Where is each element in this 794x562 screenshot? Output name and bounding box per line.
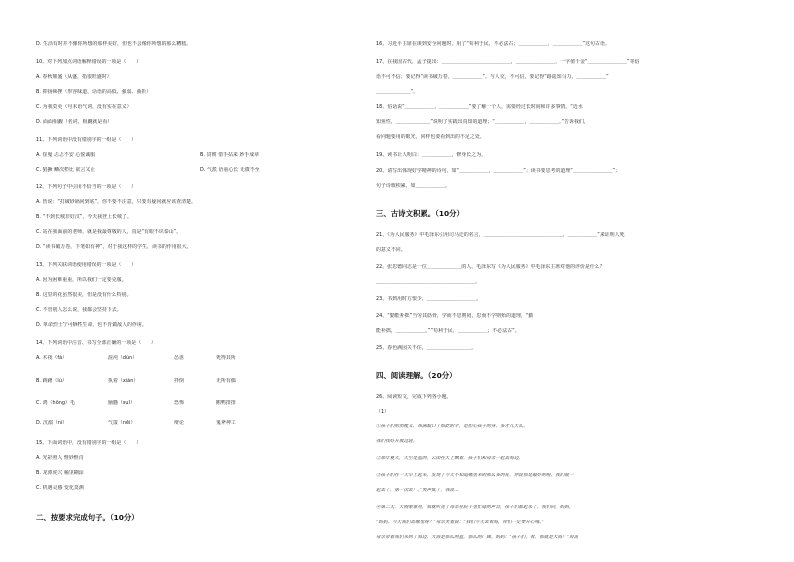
line-q11-d: D. 气派 语重心长 无微不至 [200,167,260,173]
line-q14-d-4: 鬼斧神工 [216,420,236,426]
passage-p1: ①孩子们的消瘦又、布满裂口了如此的手，是担心孩子的身，多才几天么。 [376,424,528,429]
passage-p1-cont: 我们找好开展过进。 [376,439,418,444]
section-heading-2: 二、按要求完成句子。（10分） [36,513,139,522]
line-q13-a: A. 因为困难重重，所以我们一定要克服。 [36,277,127,283]
passage-p2: ②那年夏天，天空是蓝的，云团在天上飘着，孩子们和母亲一起去海边。 [376,456,524,461]
line-q10-b: B. 抑扬顿挫（形容味道、话语的高低、强弱、曲折） [36,89,152,95]
line-q14-b-3: 拌倒 [174,378,184,384]
line-q13: 13、下列关联词语使用错误的一项是（ ） [36,262,137,268]
line-q14-c-1: C. 鸿（hōng）毛 [36,400,75,406]
passage-p4: ④第二天，天刚蒙蒙亮，我就听见了母亲在院子里忙碌的声音，孩子们都起来了。我们问，妈妈， [376,505,574,510]
line-q12-c: C. 站在我面前的老师，就是我最尊敬的人，真是“有眼不识泰山”。 [36,229,182,235]
line-q14-c-4: 鹅鸭排排 [216,400,236,406]
line-q14-d-2: 气馁（něi） [108,420,136,426]
line-q14-c-2: 脑髓（suǐ） [108,400,135,406]
line-q13-c: C. 不管别人怎么说，我都会坚持下去。 [36,307,122,313]
line-q11: 11、下列词语中没有错别字的一组是（ ） [36,137,137,143]
line-q18-cont2: 看问题要用的眼光，同样也要看到出的不足之处。 [376,134,485,140]
line-q17: 17、在我国古代，孟子提出：＿＿＿＿＿＿＿＿＿＿＿＿＿＿，＿＿＿＿＿＿＿＿，一字值千金“＿＿＿＿＿＿＿＿”等俗 [376,59,640,65]
line-q11-c: C. 猖獗 鳞次栉比 欲言又止 [36,167,96,173]
line-q24: 24、“勤能补拙”当劳其筋骨，学而不思则罔，思而不学则殆的道理，“勤 [376,313,534,319]
line-q18: 18、俗话说“＿＿＿＿＿＿，＿＿＿＿＿＿”要了解一个人，需要经过长时间和许多事情。“近水 [376,104,583,110]
line-q14-a-4: 死得其所 [216,355,236,361]
line-q12: 12、下列句子中引用不恰当的一项是（ ） [36,184,137,190]
section-heading-3: 三、古诗文积累。（10分） [376,209,464,218]
line-q21: 21、《为人民服务》中毛泽东引用司马迁的名言，＿＿＿＿＿＿＿＿＿＿＿＿＿＿＿＿，＿＿＿＿＿＿”来证明人死 [376,232,625,238]
line-q11-a: A. 崔嵬 忐忑不安 心悦诚服 [36,152,96,158]
line-q14-a-3: 怂恿 [174,355,184,361]
line-q12-d: D. “读书破万卷，下笔如有神”，对于我这样的学生，读书的作用很大。 [36,244,192,250]
line-q12-b: B. “不到长城非好汉”，今天我登上长城了。 [36,214,132,220]
line-q15-c: C. 机遇灵感 变化莫测 [36,485,84,491]
line-q10: 10、对下列加点词语解释错误的一项是（ ） [36,59,142,65]
line-q10-d: D. 面面相觑（名词，相觑就是看） [36,119,113,125]
line-q13-b: B. 这里的花虽然很美，但是没有什么特别。 [36,292,132,298]
line-q14-d-3: 辩论 [174,420,184,426]
line-q17-cont2: ＿＿＿＿＿＿＿”。 [376,89,419,95]
line-q10-c: C. 为我莫更（句末语气词，没有实在意义） [36,104,132,110]
section-heading-4: 四、阅读理解。（20分） [376,371,457,380]
line-q19: 19、读书让人明白：＿＿＿＿＿＿，修身长之为。 [376,152,487,158]
line-q26: 26、阅读短文，完成下列各小题。 [376,394,452,400]
line-q17-cont1: 语不可不信；要记得“读书破万卷，＿＿＿＿＿＿”。与人交，不可信，要记得“路遥知马力，＿＿＿＿＿＿” [376,74,609,80]
passage-p3: ③孩子们在一天早上起来，发现了今天不知道哪里来的那么多的花，你说那是最好的啦，我们就一 [376,473,574,478]
passage-p4-cont1: “妈妈，今天我们去哪里呀？”母亲笑着说：“我们今天去看海，你们一定要开心哦。” [376,520,544,525]
line-q14-b-1: B. 踌躇（lù） [36,378,67,384]
line-q15-b: B. 龙潭虎穴 稀里糊涂 [36,470,84,476]
line-q14-b-2: 执着（xián） [108,378,139,384]
line-q14-a-1: A. 木筏（fá） [36,355,68,361]
line-q15-a: A. 光彩照人 惟妙惟肖 [36,455,84,461]
line-q11-b: B. 贯彻 借手拈来 妙手成章 [200,152,260,158]
line-q20-cont: 句子诗歌积累，如＿＿＿＿＿＿。 [376,183,451,189]
line-q18-cont1: 知鱼性，＿＿＿＿＿＿＿”说明了实践出真知的道理；“＿＿＿＿＿＿，＿＿＿＿＿＿。”告诉我们， [376,119,589,125]
line-q25: 25、春色满园关不住，＿＿＿＿＿＿＿＿＿。 [376,345,477,351]
line-q22: 22、张思德同志是一位＿＿＿＿＿＿＿的人，毛泽东写《为人民服务》中毛泽东主席对他的评价是什么？ [376,264,605,270]
line-q9-d: D. 生活有时并不像你所想的那样美好，但也不会像你所想的那么糟糕。 [36,41,192,47]
line-q14-a-2: 混沌（dùn） [108,355,138,361]
line-q14: 14、下列词语中注音、书写全部正确的一项是（ ） [36,340,156,346]
passage-p3-cont: 起去了，第一次去！。”哭声低了，我说… [376,488,459,493]
line-q22-cont: ＿＿＿＿＿＿＿＿＿＿＿＿＿＿＿＿＿＿＿＿。 [376,279,480,285]
line-q15: 15、下面词语中，没有错别字的一组是（ ） [36,440,142,446]
line-q21-cont: 的意义不同。 [376,247,406,253]
passage-p4-cont2: 母亲带着我们来到了海边，大海是那么的蓝，那么的广阔。妈妈：“孩子们，看，那就是大海！”再说 [376,535,579,540]
line-q13-d: D. 革命烈士宁可牺牲生命，也不肯做敌人的俘虏。 [36,322,147,328]
line-q26-sub1: （1） [376,409,390,415]
line-q12-a: A. 皆说：“打破砂锅问到底”，你不要不注意，只要有疑问就应该查清楚。 [36,199,196,205]
line-q14-b-4: 无所有偶 [216,378,236,384]
line-q20: 20、请写出体现好学精神的诗句，如“＿＿＿＿＿＿，＿＿＿＿＿＿”；读书要思考的道理“＿＿＿＿＿＿＿＿”； [376,168,620,174]
line-q16: 16、习近平主席在谈到安全问题时，用了“苟利于民，不必法古；＿＿＿＿＿＿，＿＿＿＿＿＿”这句古语。 [376,41,610,47]
line-q24-cont: 能补拙，＿＿＿＿＿＿。”“苟利于民，＿＿＿＿＿＿；不必法古”。 [376,328,520,334]
line-q23: 23、书到用时方恨少，＿＿＿＿＿＿＿＿＿＿。 [376,296,482,302]
line-q14-c-3: 恐怖 [174,400,184,406]
line-q14-d-1: D. 沉溺（ní） [36,420,68,426]
line-q10-a: A. 春秋鼎盛（从盛，指很旺盛时） [36,74,112,80]
